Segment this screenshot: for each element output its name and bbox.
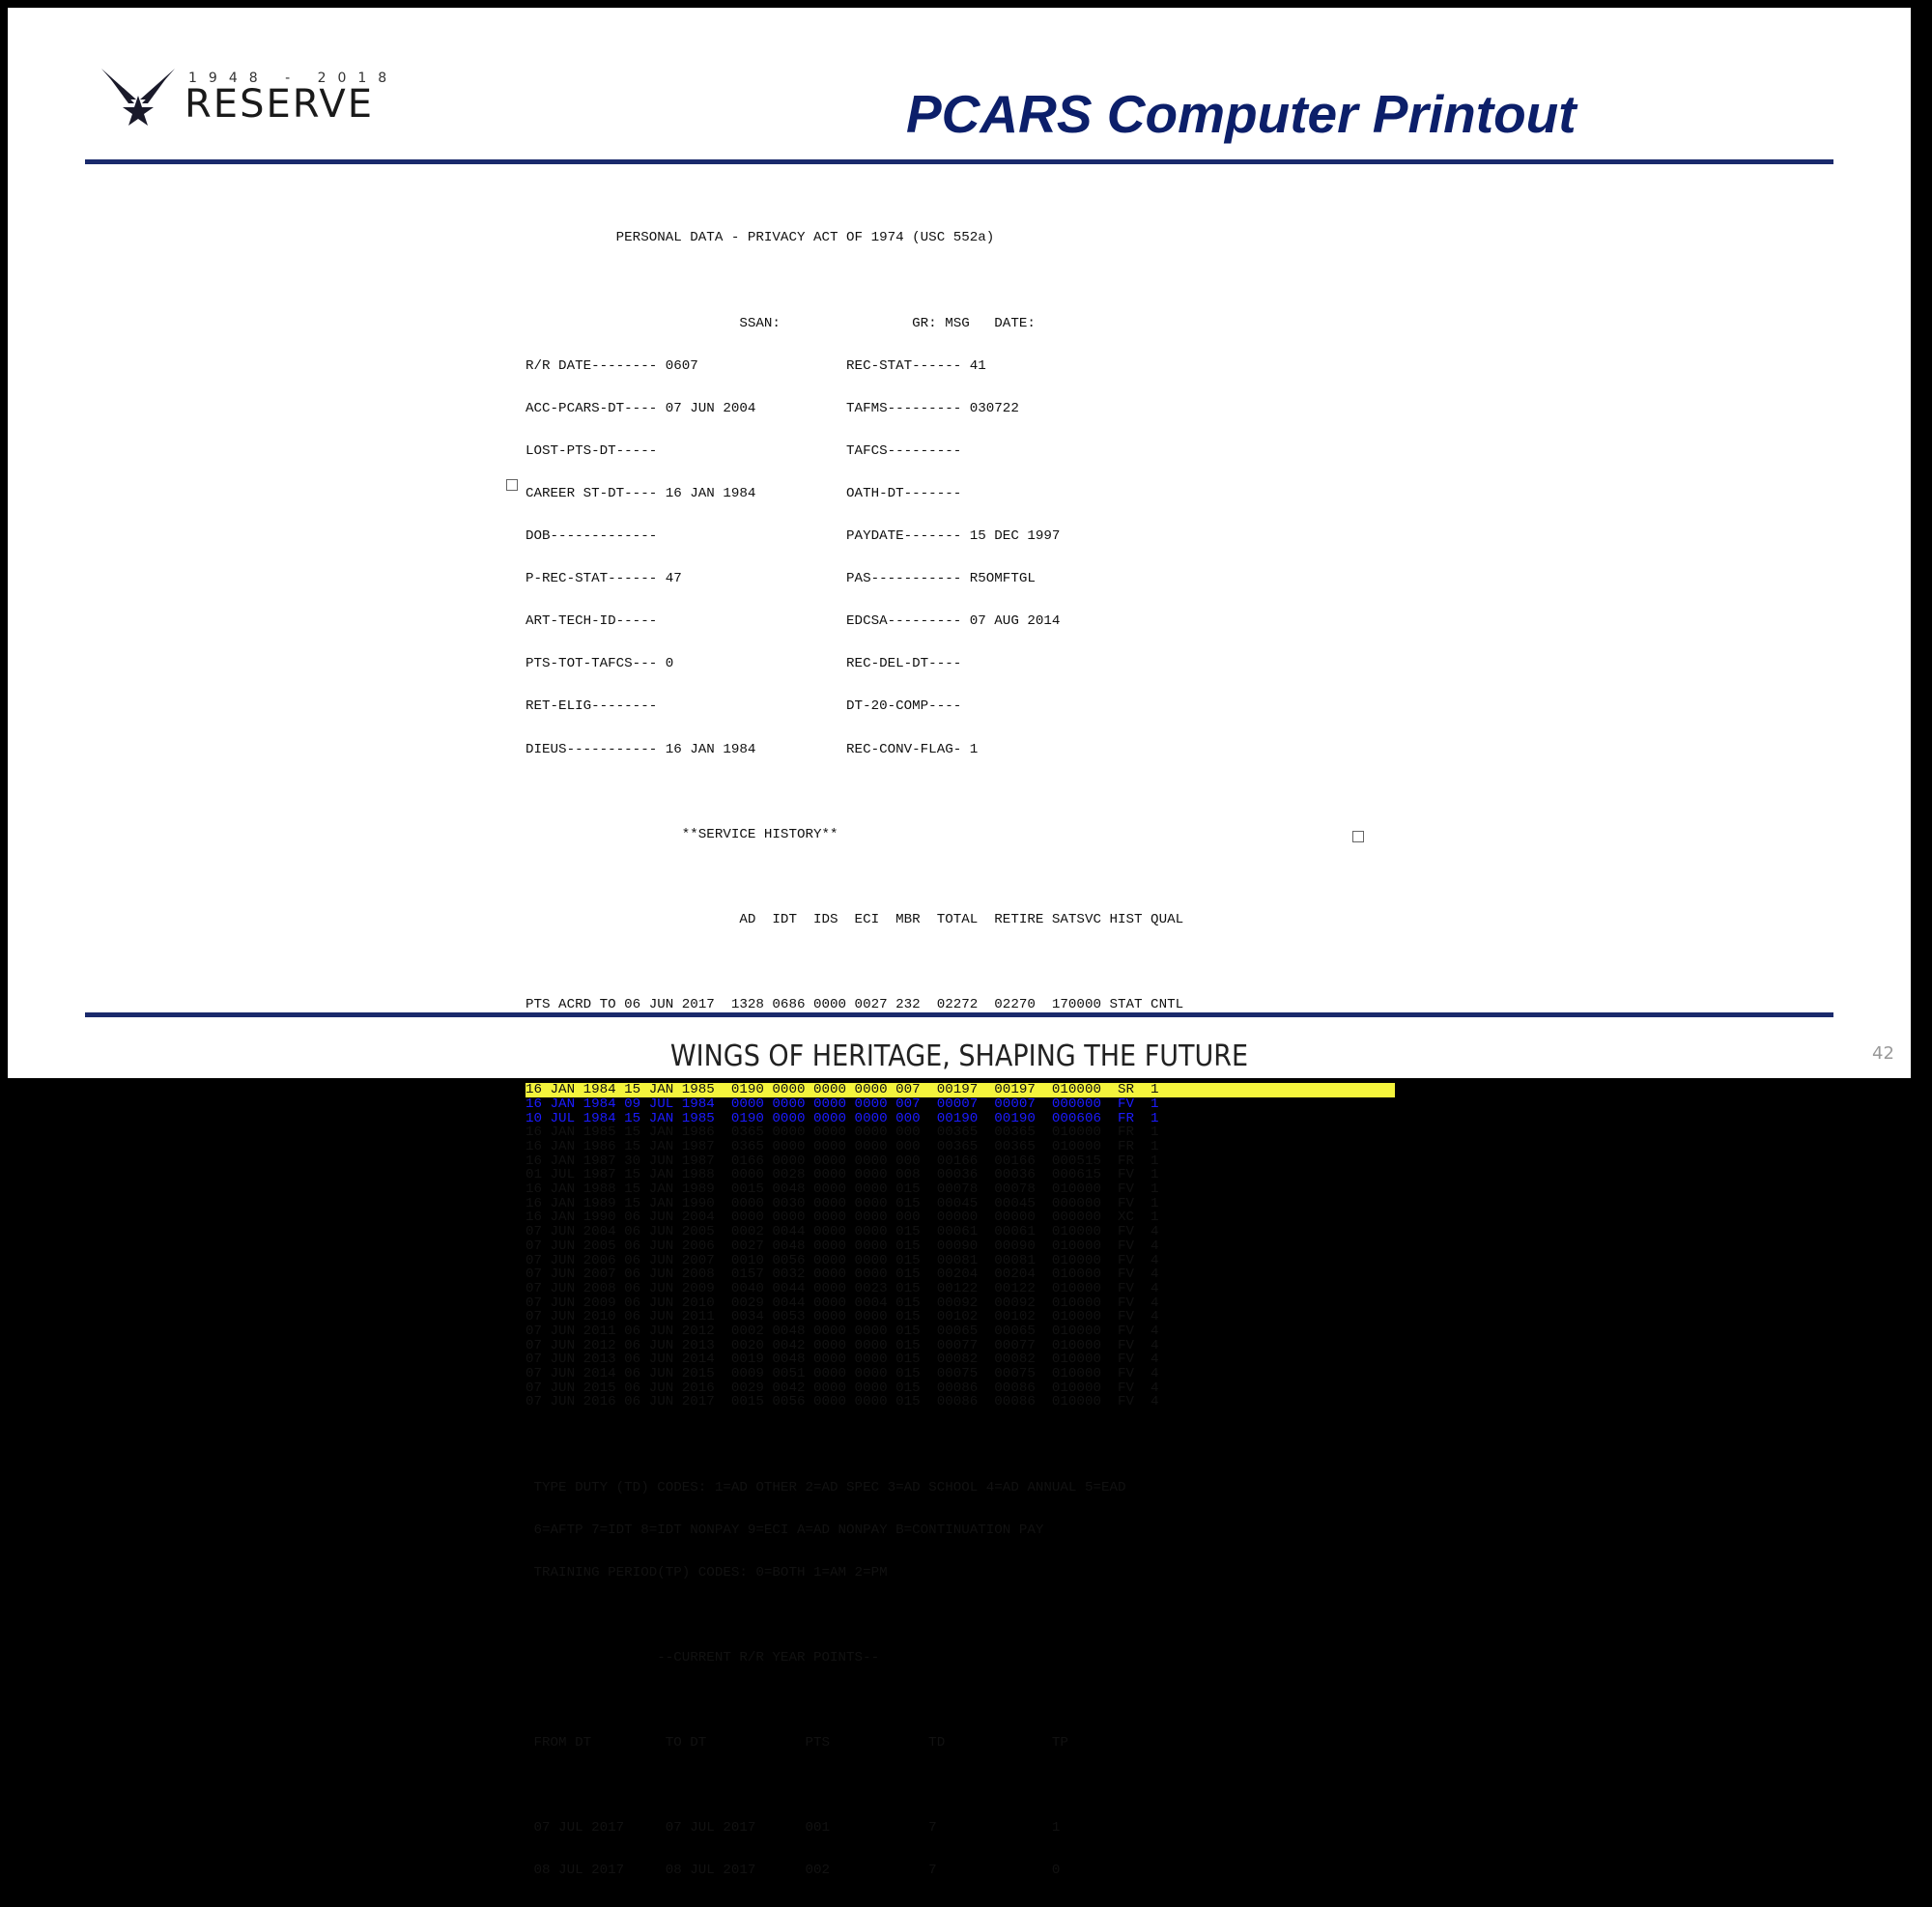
resize-marker-icon <box>1352 831 1364 842</box>
current-points-header: FROM DT TO DT PTS TD TP <box>526 1735 1068 1751</box>
history-row: 16 JAN 1984 15 JAN 1985 0190 0000 0000 0000 007 00197 00197 010000 SR 1 <box>526 1083 1395 1097</box>
history-row: 16 JAN 1984 09 JUL 1984 0000 0000 0000 0000 007 00007 00007 000000 FV 1 <box>526 1096 1159 1112</box>
page-number: 42 <box>1872 1043 1894 1064</box>
history-row: 07 JUN 2012 06 JUN 2013 0020 0042 0000 0000 015 00077 00077 010000 FV 4 <box>526 1337 1159 1353</box>
logo-wordmark: RESERVE <box>185 82 374 127</box>
pts-acrd-line: PTS ACRD TO 06 JUN 2017 1328 0686 0000 0027 232 02272 02270 170000 STAT CNTL <box>526 997 1184 1013</box>
personal-line: CAREER ST-DT---- 16 JAN 1984 OATH-DT------- <box>526 485 962 501</box>
history-column-header: AD IDT IDS ECI MBR TOTAL RETIRE SATSVC HIST QUAL <box>526 911 1184 927</box>
history-row: 07 JUN 2011 06 JUN 2012 0002 0048 0000 0000 015 00065 00065 010000 FV 4 <box>526 1323 1159 1339</box>
current-points-row: 08 JUL 2017 08 JUL 2017 002 7 0 <box>526 1863 1061 1879</box>
slide <box>8 8 1911 1879</box>
current-points-title: --CURRENT R/R YEAR POINTS-- <box>526 1649 880 1665</box>
history-row: 07 JUN 2004 06 JUN 2005 0002 0044 0000 0000 015 00061 00061 010000 FV 4 <box>526 1224 1159 1240</box>
history-row: 07 JUN 2006 06 JUN 2007 0010 0056 0000 0000 015 00081 00081 010000 FV 4 <box>526 1252 1159 1268</box>
personal-line: DIEUS----------- 16 JAN 1984 REC-CONV-FLAG- 1 <box>526 741 979 757</box>
history-row: 16 JAN 1985 15 JAN 1986 0365 0000 0000 0000 000 00365 00365 010000 FR 1 <box>526 1124 1159 1141</box>
logo-years: 1948 - 2018 <box>188 71 399 86</box>
history-row: 01 JUL 1987 15 JAN 1988 0000 0028 0000 0000 008 00036 00036 000615 FV 1 <box>526 1167 1159 1183</box>
codes-line: TRAINING PERIOD(TP) CODES: 0=BOTH 1=AM 2=PM <box>526 1564 888 1580</box>
ssan-line: SSAN: GR: MSG DATE: <box>526 315 1036 331</box>
top-divider <box>85 159 1833 164</box>
history-row: 10 JUL 1984 15 JAN 1985 0190 0000 0000 0000 000 00190 00190 000606 FR 1 <box>526 1110 1159 1126</box>
current-points-row: 07 JUL 2017 07 JUL 2017 001 7 1 <box>526 1820 1061 1836</box>
bottom-divider <box>85 1012 1833 1017</box>
history-row: 07 JUN 2014 06 JUN 2015 0009 0051 0000 0000 015 00075 00075 010000 FV 4 <box>526 1366 1159 1382</box>
history-row: 16 JAN 1989 15 JAN 1990 0000 0030 0000 0000 015 00045 00045 000000 FV 1 <box>526 1195 1159 1211</box>
footer-tagline: WINGS OF HERITAGE, SHAPING THE FUTURE <box>669 1039 1249 1073</box>
reserve-logo <box>99 61 447 138</box>
codes-line: TYPE DUTY (TD) CODES: 1=AD OTHER 2=AD SPEC 3=AD SCHOOL 4=AD ANNUAL 5=EAD <box>526 1479 1126 1495</box>
personal-line: R/R DATE-------- 0607 REC-STAT------ 41 <box>526 357 986 374</box>
history-row: 07 JUN 2009 06 JUN 2010 0029 0044 0000 0004 015 00092 00092 010000 FV 4 <box>526 1295 1159 1311</box>
history-row: 07 JUN 2010 06 JUN 2011 0034 0053 0000 0000 015 00102 00102 010000 FV 4 <box>526 1309 1159 1325</box>
printout-header: PERSONAL DATA - PRIVACY ACT OF 1974 (USC 552a) <box>526 230 995 246</box>
history-row: 07 JUN 2013 06 JUN 2014 0019 0048 0000 0000 015 00082 00082 010000 FV 4 <box>526 1352 1159 1368</box>
personal-line: ART-TECH-ID----- EDCSA--------- 07 AUG 2014 <box>526 613 1061 630</box>
history-row: 16 JAN 1990 06 JUN 2004 0000 0000 0000 0000 000 00000 00000 000000 XC 1 <box>526 1210 1159 1226</box>
history-row: 16 JAN 1986 15 JAN 1987 0365 0000 0000 0000 000 00365 00365 010000 FR 1 <box>526 1139 1159 1155</box>
service-history-rows <box>526 1083 1395 1409</box>
personal-line: LOST-PTS-DT----- TAFCS--------- <box>526 442 962 459</box>
service-history-title: **SERVICE HISTORY** <box>526 826 838 842</box>
history-row: 07 JUN 2016 06 JUN 2017 0015 0056 0000 0000 015 00086 00086 010000 FV 4 <box>526 1394 1159 1410</box>
history-row: 07 JUN 2005 06 JUN 2006 0027 0048 0000 0000 015 00090 00090 010000 FV 4 <box>526 1238 1159 1254</box>
personal-line: ACC-PCARS-DT---- 07 JUN 2004 TAFMS--------- 030722 <box>526 400 1019 416</box>
expand-marker-icon <box>506 479 518 491</box>
slide-title: PCARS Computer Printout <box>906 84 1577 144</box>
history-row: 07 JUN 2007 06 JUN 2008 0157 0032 0000 0000 015 00204 00204 010000 FV 4 <box>526 1267 1159 1283</box>
history-row: 16 JAN 1988 15 JAN 1989 0015 0048 0000 0000 015 00078 00078 010000 FV 1 <box>526 1181 1159 1198</box>
personal-line: PTS-TOT-TAFCS--- 0 REC-DEL-DT---- <box>526 656 962 672</box>
codes-line: 6=AFTP 7=IDT 8=IDT NONPAY 9=ECI A=AD NONPAY B=CONTINUATION PAY <box>526 1522 1044 1538</box>
personal-line: DOB------------- PAYDATE------- 15 DEC 1997 <box>526 528 1061 545</box>
history-row: 16 JAN 1987 30 JUN 1987 0166 0000 0000 0000 000 00166 00166 000515 FR 1 <box>526 1153 1159 1169</box>
personal-line: RET-ELIG-------- DT-20-COMP---- <box>526 698 962 715</box>
history-row: 07 JUN 2015 06 JUN 2016 0029 0042 0000 0000 015 00086 00086 010000 FV 4 <box>526 1380 1159 1396</box>
history-row: 07 JUN 2008 06 JUN 2009 0040 0044 0000 0023 015 00122 00122 010000 FV 4 <box>526 1280 1159 1296</box>
wings-star-icon <box>99 61 177 128</box>
personal-line: P-REC-STAT------ 47 PAS----------- R5OMFTGL <box>526 571 1036 587</box>
